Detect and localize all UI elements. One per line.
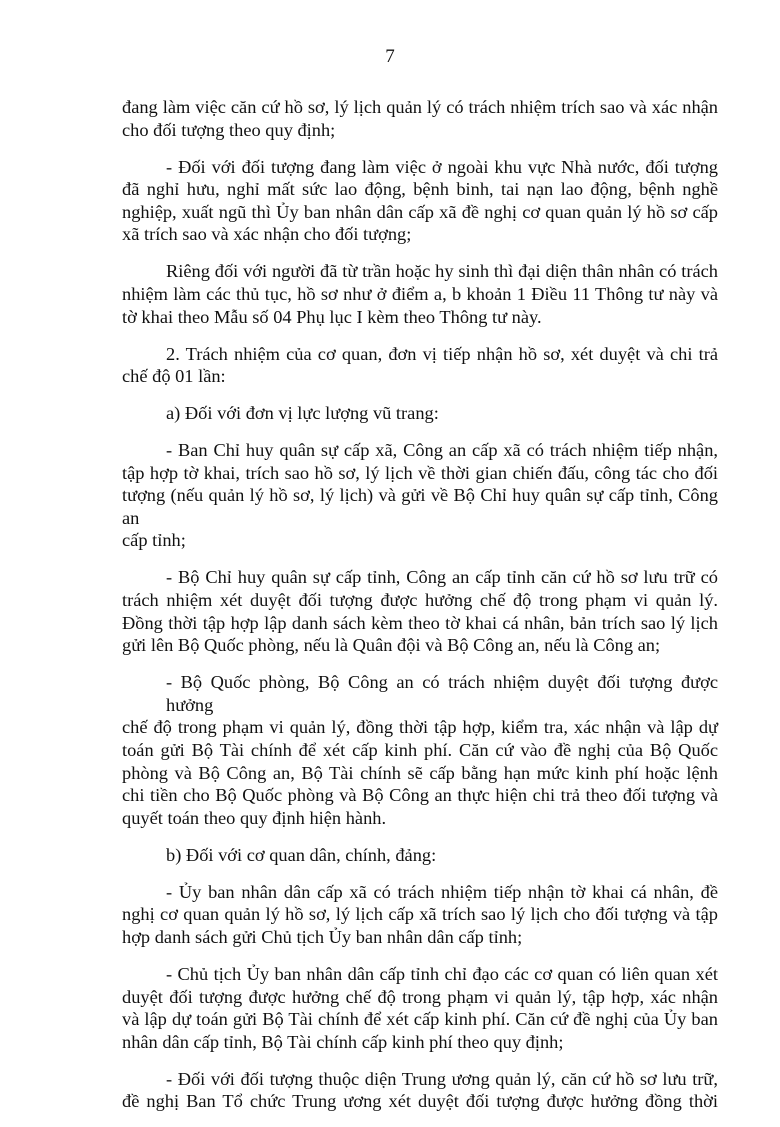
paragraph bbox=[122, 96, 718, 141]
text-line: - Bộ Chỉ huy quân sự cấp tỉnh, Công an cấp tỉnh căn cứ hồ sơ lưu trữ có bbox=[166, 567, 718, 588]
paragraph bbox=[122, 1068, 718, 1113]
paragraph bbox=[122, 881, 718, 949]
text-line: đang làm việc căn cứ hồ sơ, lý lịch quản lý có trách nhiệm trích sao và xác nhận bbox=[122, 97, 718, 117]
text-line: tờ khai theo Mẫu số 04 Phụ lục I kèm theo Thông tư này. bbox=[122, 306, 542, 327]
text-line: Đồng thời tập hợp lập danh sách kèm theo tờ khai cá nhân, bản trích sao lý lịch bbox=[122, 612, 718, 633]
text-line: Riêng đối với người đã từ trần hoặc hy sinh thì đại diện thân nhân có trách bbox=[166, 261, 718, 282]
text-line: b) Đối với cơ quan dân, chính, đảng: bbox=[166, 844, 437, 865]
paragraph bbox=[122, 402, 718, 425]
text-line: tập hợp tờ khai, trích sao hồ sơ, lý lịch về thời gian chiến đấu, công tác cho đối bbox=[122, 462, 718, 483]
paragraph bbox=[122, 343, 718, 388]
text-line: nghị cơ quan quản lý hồ sơ, lý lịch cấp xã trích sao lý lịch cho đối tượng và tập bbox=[122, 904, 718, 925]
page-number: 7 bbox=[385, 46, 395, 67]
text-line: quyết toán theo quy định hiện hành. bbox=[122, 807, 387, 828]
paragraph bbox=[122, 844, 718, 867]
text-line: toán gửi Bộ Tài chính để xét cấp kinh phí. Căn cứ vào đề nghị của Bộ Quốc bbox=[122, 739, 718, 760]
text-line: tượng (nếu quản lý hồ sơ, lý lịch) và gửi về Bộ Chỉ huy quân sự cấp tỉnh, Công an bbox=[122, 485, 718, 528]
text-line: cấp tỉnh; bbox=[122, 530, 186, 551]
document-body bbox=[122, 96, 718, 1127]
paragraph bbox=[122, 260, 718, 328]
text-line: duyệt đối tượng được hưởng chế độ trong phạm vi quản lý, tập hợp, xác nhận bbox=[122, 986, 718, 1007]
text-line: a) Đối với đơn vị lực lượng vũ trang: bbox=[166, 403, 439, 424]
paragraph bbox=[122, 439, 718, 552]
text-line: hợp danh sách gửi Chủ tịch Ủy ban nhân dân cấp tỉnh; bbox=[122, 926, 523, 947]
text-line: trách nhiệm xét duyệt đối tượng được hưởng chế độ trong phạm vi quản lý. bbox=[122, 590, 718, 611]
text-line: chi tiền cho Bộ Quốc phòng và Bộ Công an thực hiện chi trả theo đối tượng và bbox=[122, 785, 718, 806]
text-line: - Đối với đối tượng đang làm việc ở ngoài khu vực Nhà nước, đối tượng bbox=[166, 156, 718, 177]
text-line: xã trích sao và xác nhận cho đối tượng; bbox=[122, 224, 412, 245]
paragraph bbox=[122, 963, 718, 1053]
paragraph bbox=[122, 671, 718, 829]
text-line: cho đối tượng theo quy định; bbox=[122, 119, 336, 140]
text-line: nhiệm làm các thủ tục, hồ sơ như ở điểm a, b khoản 1 Điều 11 Thông tư này và bbox=[122, 283, 718, 304]
text-line: - Ban Chỉ huy quân sự cấp xã, Công an cấp xã có trách nhiệm tiếp nhận, bbox=[166, 440, 718, 461]
text-line: nghiệp, xuất ngũ thì Ủy ban nhân dân cấp xã đề nghị cơ quan quản lý hồ sơ cấp bbox=[122, 201, 718, 222]
text-line: chế độ trong phạm vi quản lý, đồng thời tập hợp, kiểm tra, xác nhận và lập dự bbox=[122, 717, 718, 738]
text-line: 2. Trách nhiệm của cơ quan, đơn vị tiếp nhận hồ sơ, xét duyệt và chi trả bbox=[166, 343, 718, 364]
text-line: và lập dự toán gửi Bộ Tài chính để xét cấp kinh phí. Căn cứ đề nghị của Ủy ban bbox=[122, 1009, 718, 1030]
text-line: chế độ 01 lần: bbox=[122, 366, 226, 387]
text-line: - Đối với đối tượng thuộc diện Trung ương quản lý, căn cứ hồ sơ lưu trữ, bbox=[166, 1068, 718, 1089]
text-line: - Chủ tịch Ủy ban nhân dân cấp tỉnh chỉ đạo các cơ quan có liên quan xét bbox=[166, 963, 718, 984]
text-line: đã nghỉ hưu, nghỉ mất sức lao động, bệnh binh, tai nạn lao động, bệnh nghề bbox=[122, 179, 718, 200]
text-line: phòng và Bộ Công an, Bộ Tài chính sẽ cấp bằng hạn mức kinh phí hoặc lệnh bbox=[122, 762, 718, 783]
paragraph bbox=[122, 156, 718, 246]
paragraph bbox=[122, 566, 718, 656]
text-line: nhân dân cấp tỉnh, Bộ Tài chính cấp kinh phí theo quy định; bbox=[122, 1031, 564, 1052]
text-line: gửi lên Bộ Quốc phòng, nếu là Quân đội và Bộ Công an, nếu là Công an; bbox=[122, 635, 661, 656]
text-line: - Bộ Quốc phòng, Bộ Công an có trách nhiệm duyệt đối tượng được hưởng bbox=[166, 672, 718, 715]
text-line: - Ủy ban nhân dân cấp xã có trách nhiệm tiếp nhận tờ khai cá nhân, đề bbox=[166, 881, 718, 902]
text-line: đề nghị Ban Tổ chức Trung ương xét duyệt đối tượng được hưởng đồng thời bbox=[122, 1091, 718, 1112]
